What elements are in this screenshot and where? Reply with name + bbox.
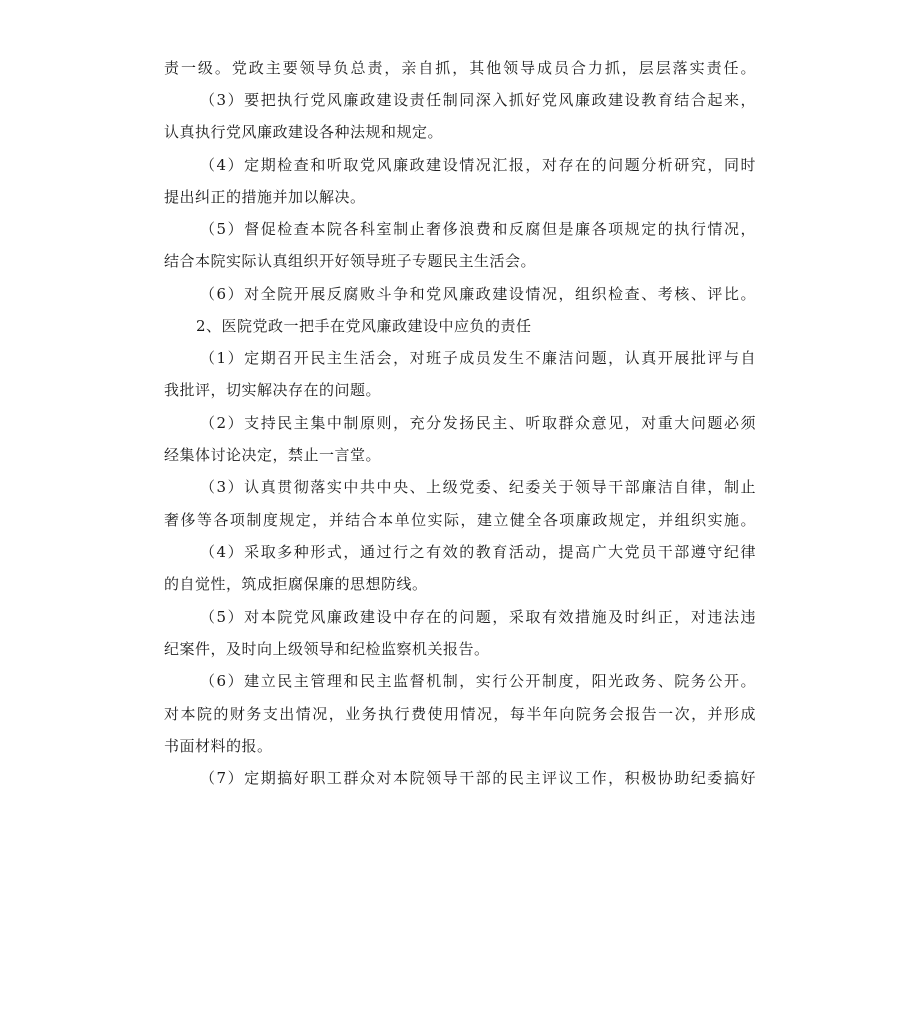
- text-line: 奢侈等各项制度规定，并结合本单位实际，建立健全各项廉政规定，并组织实施。: [164, 511, 756, 529]
- text-line: （6）对全院开展反腐败斗争和党风廉政建设情况，组织检查、考核、评比。: [200, 285, 756, 303]
- text-line: （2）支持民主集中制原则，充分发扬民主、听取群众意见，对重大问题必须: [200, 414, 756, 432]
- text-line: 经集体讨论决定，禁止一言堂。: [164, 446, 382, 464]
- text-line: （4）定期检查和听取党风廉政建设情况汇报，对存在的问题分析研究，同时: [200, 156, 756, 174]
- text-line: 认真执行党风廉政建设各种法规和规定。: [164, 123, 444, 141]
- text-line: 结合本院实际认真组织开好领导班子专题民主生活会。: [164, 252, 537, 270]
- text-line: （7）定期搞好职工群众对本院领导干部的民主评议工作，积极协助纪委搞好: [200, 769, 756, 787]
- text-line: 责一级。党政主要领导负总责，亲自抓，其他领导成员合力抓，层层落实责任。: [164, 59, 756, 77]
- text-line: 我批评，切实解决存在的问题。: [164, 381, 382, 399]
- text-line: （5）对本院党风廉政建设中存在的问题，采取有效措施及时纠正，对违法违: [200, 608, 756, 626]
- text-line: 书面材料的报。: [164, 737, 273, 755]
- section-heading: 2、医院党政一把手在党风廉政建设中应负的责任: [196, 317, 532, 335]
- text-line: （3）要把执行党风廉政建设责任制同深入抓好党风廉政建设教育结合起来，: [200, 91, 756, 109]
- text-line: （6）建立民主管理和民主监督机制，实行公开制度，阳光政务、院务公开。: [200, 672, 756, 690]
- text-line: 对本院的财务支出情况，业务执行费使用情况，每半年向院务会报告一次，并形成: [164, 705, 756, 723]
- text-line: 纪案件，及时向上级领导和纪检监察机关报告。: [164, 640, 490, 658]
- text-line: 提出纠正的措施并加以解决。: [164, 188, 366, 206]
- text-line: （1）定期召开民主生活会，对班子成员发生不廉洁问题，认真开展批评与自: [200, 349, 756, 367]
- text-line: （4）采取多种形式，通过行之有效的教育活动，提高广大党员干部遵守纪律: [200, 543, 756, 561]
- text-line: （5）督促检查本院各科室制止奢侈浪费和反腐但是廉各项规定的执行情况，: [200, 220, 756, 238]
- text-line: （3）认真贯彻落实中共中央、上级党委、纪委关于领导干部廉洁自律，制止: [200, 478, 756, 496]
- text-line: 的自觉性，筑成拒腐保廉的思想防线。: [164, 575, 428, 593]
